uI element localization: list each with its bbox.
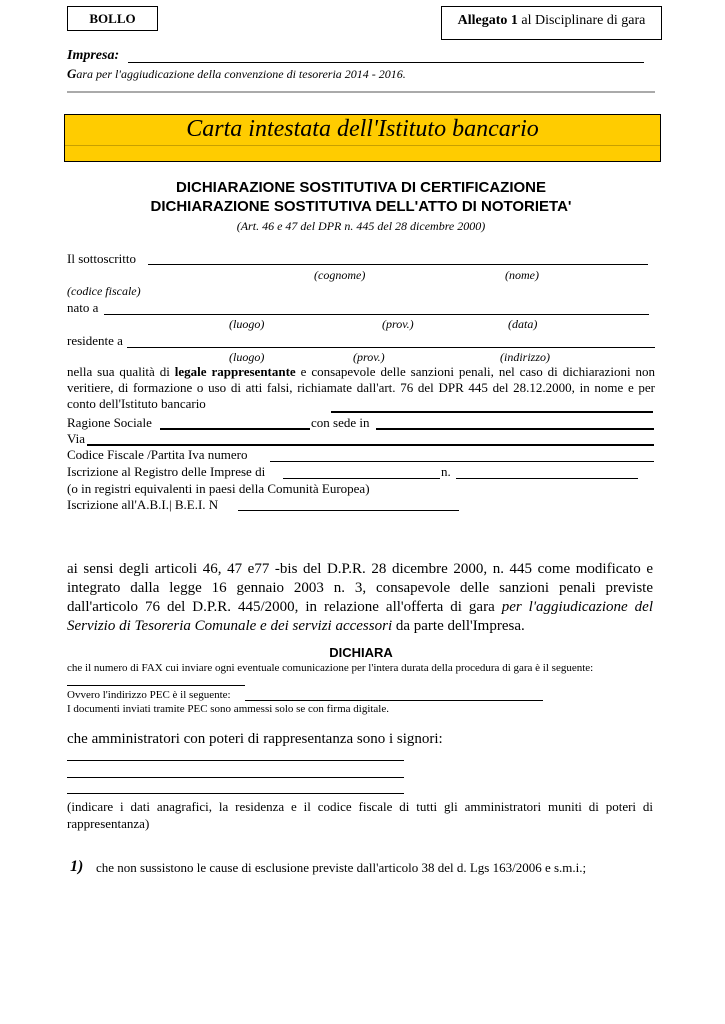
nome-hint: (nome): [505, 268, 539, 282]
title-line-1: DICHIARAZIONE SOSTITUTIVA DI CERTIFICAZIONE: [176, 179, 546, 196]
registro-field[interactable]: [283, 478, 440, 479]
gara-initial: G: [67, 66, 77, 81]
legale-rappresentante: legale rappresentante: [174, 364, 296, 379]
gara-text: ara per l'aggiudicazione della convenzione di tesoreria 2014 - 2016.: [76, 67, 406, 81]
sottoscritto-label: Il sottoscritto: [67, 251, 136, 266]
abi-label: Iscrizione all'A.B.I.| B.E.I. N: [67, 497, 219, 512]
sede-label: con sede in: [311, 415, 370, 430]
codice-fiscale-iva-field[interactable]: [270, 461, 654, 462]
codice-fiscale-iva-label: Codice Fiscale /Partita Iva numero: [67, 447, 248, 462]
indicare-note: (indicare i dati anagrafici, la residenza e il codice fiscale di tutti gli amministratori muniti di poteri di rappresentanza): [67, 799, 653, 831]
qualita-paragraph: [67, 364, 655, 412]
via-label: Via: [67, 431, 85, 446]
nato-field[interactable]: [104, 314, 649, 315]
abi-field[interactable]: [238, 510, 459, 511]
dichiara-heading: DICHIARA: [329, 645, 393, 660]
cognome-hint: (cognome): [314, 268, 366, 282]
allegato-label: Allegato 1: [457, 13, 518, 28]
fax-field[interactable]: [67, 685, 245, 686]
registro-numero-field[interactable]: [456, 478, 638, 479]
item-1-number: 1): [70, 858, 84, 875]
nato-label: nato a: [67, 300, 99, 315]
allegato-suffix: al Disciplinare di gara: [517, 13, 646, 28]
allegato-box: [441, 6, 662, 40]
gara-line: [67, 66, 406, 82]
nato-data-hint: (data): [508, 317, 538, 331]
letterhead-banner: [64, 114, 661, 162]
impresa-label: Impresa:: [67, 48, 120, 63]
registri-equivalenti-note: (o in registri equivalenti in paesi della Comunità Europea): [67, 481, 370, 496]
pec-field[interactable]: [245, 700, 543, 701]
amministratore-field-1[interactable]: [67, 760, 404, 761]
residente-indirizzo-hint: (indirizzo): [500, 350, 551, 364]
fax-text: che il numero di FAX cui inviare ogni eventuale comunicazione per l'intera durata della procedura di gara è il seguente:: [67, 662, 594, 674]
via-field[interactable]: [87, 444, 654, 446]
amministratore-field-3[interactable]: [67, 793, 404, 794]
title-line-2: DICHIARAZIONE SOSTITUTIVA DELL'ATTO DI NOTORIETA': [150, 198, 572, 215]
nato-prov-hint: (prov.): [382, 317, 414, 331]
amministratori-text: che amministratori con poteri di rappresentanza sono i signori:: [67, 731, 443, 747]
bollo-box: [67, 6, 158, 31]
residente-label: residente a: [67, 333, 123, 348]
residente-prov-hint: (prov.): [353, 350, 385, 364]
registro-numero-label: n.: [441, 464, 451, 479]
ragione-sociale-label: Ragione Sociale: [67, 415, 152, 430]
residente-luogo-hint: (luogo): [229, 350, 265, 364]
bollo-label: BOLLO: [89, 11, 136, 26]
impresa-field[interactable]: [128, 62, 644, 63]
istituto-field[interactable]: [331, 411, 653, 413]
qualita-pre: nella sua qualità di: [67, 364, 175, 379]
header-divider: [67, 91, 655, 93]
qualita-post: e consapevole delle sanzioni penali, nel caso di dichiarazioni non veritiere, di formazione o uso di atti falsi, richiamate dall'art. 76 del DPR 445 del 28.12.2000, in nome e per conto dell'Istituto bancario: [67, 364, 655, 411]
banner-title: Carta intestata dell'Istituto bancario: [186, 116, 539, 142]
pec-label: Ovvero l'indirizzo PEC è il seguente:: [67, 689, 231, 701]
residente-field[interactable]: [127, 347, 655, 348]
item-1-text: che non sussistono le cause di esclusione previste dall'articolo 38 del d. Lgs 163/2006 e s.m.i.;: [96, 860, 587, 875]
ai-sensi-italic: per l'aggiudicazione del Servizio di Tesoreria Comunale e dei servizi accessori: [67, 599, 653, 634]
ai-sensi-text: ai sensi degli articoli 46, 47 e77 -bis del D.P.R. 28 dicembre 2000, n. 445 come modificato e integrato dalla legge 16 gennaio 2003 n. 3, consapevole delle sanzioni penali previste dall'articolo 76 del D.P.R. 445/2000, in relazione all'offerta di gara: [67, 561, 653, 615]
registro-label: Iscrizione al Registro delle Imprese di: [67, 464, 266, 479]
nato-luogo-hint: (luogo): [229, 317, 265, 331]
sede-field[interactable]: [376, 428, 654, 430]
amministratore-field-2[interactable]: [67, 777, 404, 778]
ragione-sociale-field[interactable]: [160, 428, 310, 430]
ai-sensi-end: da parte dell'Impresa.: [392, 618, 525, 634]
sottoscritto-field[interactable]: [148, 264, 648, 265]
codice-fiscale-hint: (codice fiscale): [67, 284, 141, 298]
title-subtitle: (Art. 46 e 47 del DPR n. 445 del 28 dicembre 2000): [236, 219, 486, 233]
ai-sensi-paragraph: [67, 560, 653, 636]
firma-note: I documenti inviati tramite PEC sono ammessi solo se con firma digitale.: [67, 703, 389, 715]
